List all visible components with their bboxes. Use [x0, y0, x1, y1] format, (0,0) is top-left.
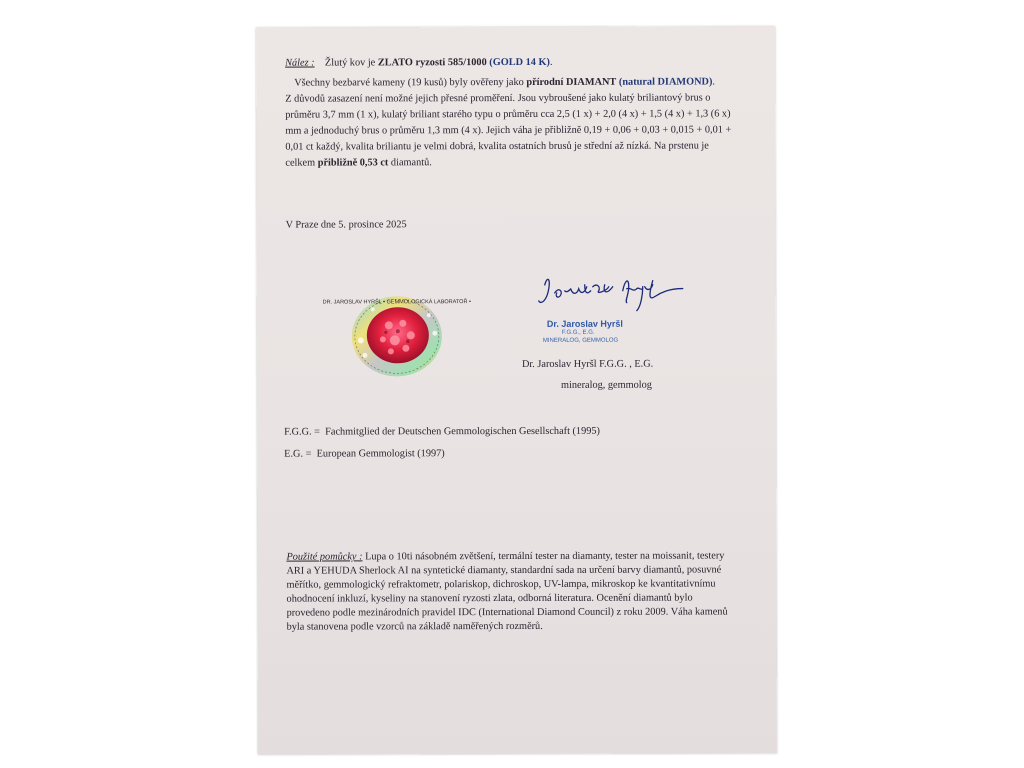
total-weight: přibližně 0,53 ct [317, 157, 389, 169]
stones-line-4: mm a jednoduchý brus o průměru 1,3 mm (4 x). Jejich váha je přibližně 0,19 + 0,06 + 0,03 + 0,015 + 0,01 + [285, 124, 732, 137]
tools-line-4: ohodnocení inkluzí, kyseliny na stanovení ryzosti zlata, odborná literatura. Ocenění diamantů bylo [286, 592, 693, 605]
stones-end-6: diamantů. [388, 157, 432, 169]
seal-ring-text: DR. JAROSLAV HYRŠL • GEMMOLOGICKÁ LABORATOŘ • [322, 299, 471, 306]
metal-grade: ZLATO ryzosti 585/1000 [377, 57, 487, 69]
finding-end: . [549, 56, 553, 68]
tools-text-1: Lupa o 10ti násobném zvětšení, termální tester na diamanty, tester na moissanit, testery [362, 550, 725, 563]
diamond-en: (natural DIAMOND) [618, 76, 713, 88]
tools-line-2: ARI a YEHUDA Sherlock AI na syntetické diamanty, standardní sada na určení barvy diamantů, posuvné [286, 564, 722, 577]
stones-line-3: průměru 3,7 mm (1 x), kulatý briliant starého typu o průměru cca 2,5 (1 x) + 2,0 (4 x) + 1,5 (4 x) + 1,3 (6 x) [285, 108, 731, 121]
stamp-role: MINERALOG, GEMMOLOG [542, 337, 619, 344]
finding-line [285, 54, 771, 70]
stones-text-6: celkem [285, 157, 318, 169]
abbr-eg-meaning: European Gemmologist (1997) [316, 448, 445, 460]
abbreviation-eg [284, 445, 770, 461]
tools-label: Použité pomůcky : [286, 551, 363, 563]
printed-role: mineralog, gemmolog [560, 379, 652, 391]
finding-text: Žlutý kov je [324, 57, 378, 69]
abbr-fgg-meaning: Fachmitglied der Deutschen Gemmologischen Gesellschaft (1995) [325, 425, 600, 438]
handwritten-signature [535, 267, 705, 322]
printed-name: Dr. Jaroslav Hyršl F.G.G. , E.G. [521, 358, 654, 370]
tools-line-6: byla stanovena podle vzorců na základě naměřených rozměrů. [286, 620, 543, 633]
place-date: V Praze dne 5. prosince 2025 [285, 219, 407, 231]
hologram-seal [322, 295, 471, 377]
finding-label: Nález : [285, 57, 315, 69]
signature-stamp [535, 267, 705, 342]
tools-line-5: provedeno podle mezinárodních pravidel IDC (International Diamond Council) z roku 2009. Váha kamenů [286, 606, 728, 619]
abbr-fgg: F.G.G. = [284, 426, 321, 438]
stones-line-5: 0,01 ct každý, kvalita briliantu je velmi dobrá, kvalita ostatních brusů je střední až nízká. Na prstenu je [285, 140, 709, 153]
tools-line-3: měřítko, gemmologický refraktometr, polariskop, dichroskop, UV-lampa, mikroskop ke kvantitativnímu [286, 578, 716, 591]
stones-line-6 [285, 154, 771, 170]
stamp-name: Dr. Jaroslav Hyršl [546, 318, 623, 329]
certificate-page [256, 26, 777, 754]
tools-line-1 [286, 549, 772, 564]
diamond-cz: přírodní DIAMANT [526, 76, 617, 88]
stones-line-1 [285, 74, 780, 90]
metal-grade-en: (GOLD 14 K) [489, 56, 550, 69]
stones-end-1: . [712, 76, 716, 88]
abbreviation-fgg [284, 423, 770, 439]
stones-text-1: Všechny bezbarvé kameny (19 kusů) byly ověřeny jako [294, 76, 527, 89]
abbr-eg: E.G. = [284, 448, 312, 460]
stones-line-2: Z důvodů zasazení není možné jejich přesné proměření. Jsou vybroušené jako kulatý briliantový brus o [285, 92, 711, 105]
stamp-titles: F.G.G., E.G. [561, 329, 595, 336]
